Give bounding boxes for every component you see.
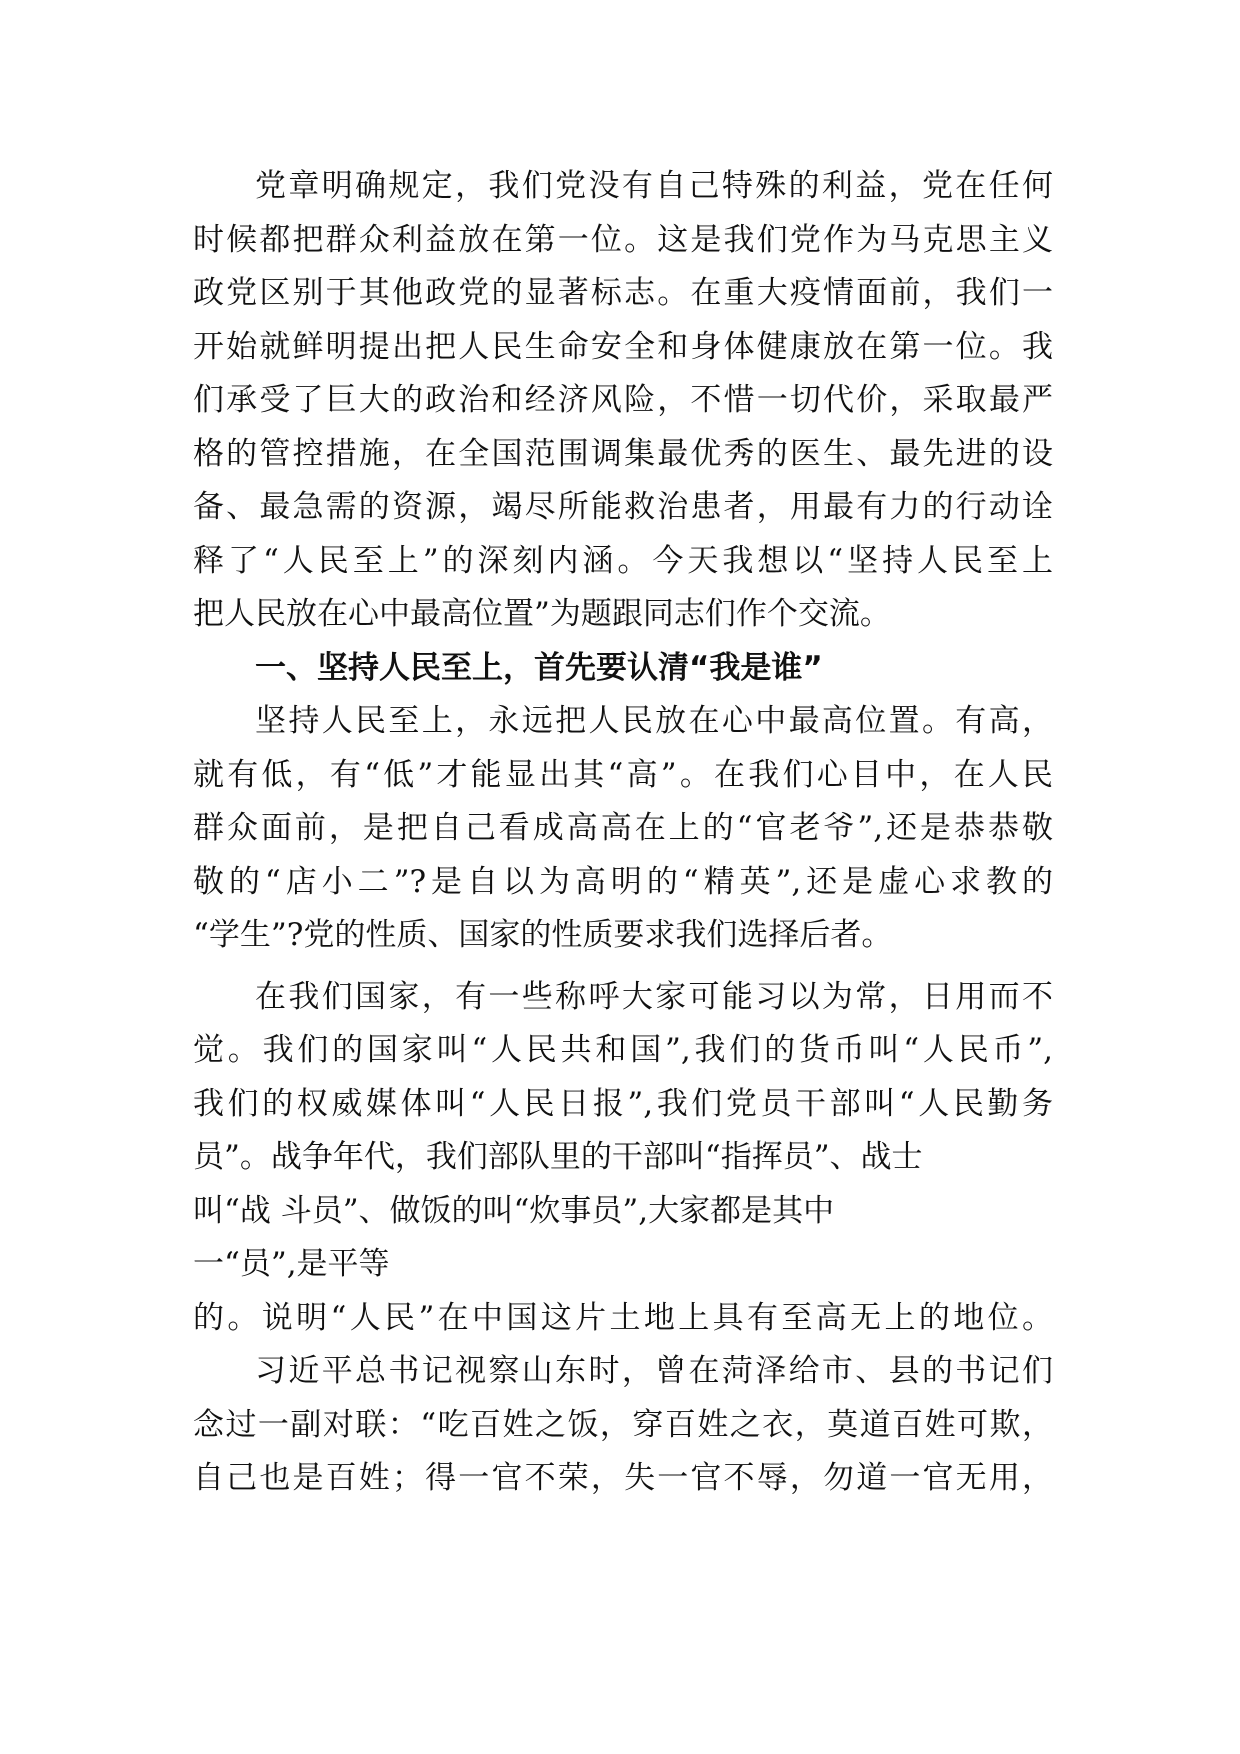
paragraph-who-am-i (193, 695, 1053, 963)
section-heading: 一、坚持人民至上，首先要认清“我是谁” (255, 649, 823, 686)
text-line: 一“员”,是平等 (193, 1246, 390, 1282)
text-line: 在我们国家，有一些称呼大家可能习以为常，日用而不 (255, 978, 1053, 1015)
document-page (193, 160, 1053, 1506)
text-line: 员”。战争年代，我们部队里的干部叫“指挥员”、战士 (193, 1139, 923, 1175)
text-line: 我们的权威媒体叫“人民日报”,我们党员干部叫“人民勤务 (193, 1085, 1053, 1122)
text-line: 叫“战 斗员”、做饭的叫“炊事员”,大家都是其中 (193, 1192, 835, 1229)
text-line: 自己也是百姓；得一官不荣，失一官不辱，勿道一官无用， (193, 1460, 1053, 1496)
text-line: 群众面前，是把自己看成高高在上的“官老爷”,还是恭恭敬 (193, 810, 1053, 846)
text-line: 念过一副对联：“吃百姓之饭，穿百姓之衣，莫道百姓可欺， (193, 1406, 1053, 1443)
text-line: 们承受了巨大的政治和经济风险，不惜一切代价，采取最严 (193, 382, 1053, 418)
text-line: 把人民放在心中最高位置”为题跟同志们作个交流。 (193, 596, 891, 632)
text-line: 习近平总书记视察山东时，曾在菏泽给市、县的书记们 (255, 1353, 1053, 1389)
text-line: 敬的“店小二”?是自以为高明的“精英”,还是虚心求教的 (193, 863, 1053, 900)
text-line: 政党区别于其他政党的显著标志。在重大疫情面前，我们一 (193, 275, 1053, 311)
text-line: 坚持人民至上，永远把人民放在心中最高位置。有高， (255, 703, 1053, 739)
paragraph-titles (193, 971, 1053, 1346)
paragraph-couplet (193, 1345, 1053, 1506)
text-line: 党章明确规定，我们党没有自己特殊的利益，党在任何 (255, 168, 1053, 204)
text-line: “学生”?党的性质、国家的性质要求我们选择后者。 (193, 917, 893, 953)
text-line: 释了“人民至上”的深刻内涵。今天我想以“坚持人民至上 (193, 542, 1053, 579)
text-line: 开始就鲜明提出把人民生命安全和身体健康放在第一位。我 (193, 328, 1053, 365)
paragraph-intro (193, 160, 1053, 642)
text-line: 的。说明“人民”在中国这片土地上具有至高无上的地位。 (193, 1299, 1053, 1336)
text-line: 时候都把群众利益放在第一位。这是我们党作为马克思主义 (193, 221, 1053, 258)
text-line: 觉。我们的国家叫“人民共和国”,我们的货币叫“人民币”, (193, 1032, 1053, 1068)
text-line: 备、最急需的资源，竭尽所能救治患者，用最有力的行动诠 (193, 489, 1053, 525)
text-line: 就有低，有“低”才能显出其“高”。在我们心目中，在人民 (193, 756, 1053, 793)
text-line: 格的管控措施，在全国范围调集最优秀的医生、最先进的设 (193, 435, 1053, 472)
